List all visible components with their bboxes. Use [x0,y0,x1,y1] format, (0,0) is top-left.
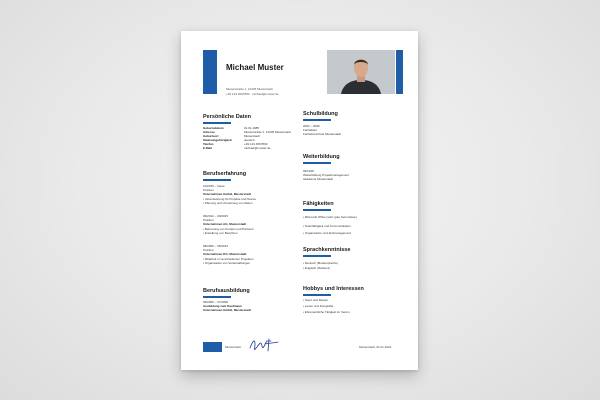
section-title-languages: Sprachkenntnisse [303,247,351,253]
section-underline [203,179,231,181]
section-title-personal: Persönliche Daten [203,114,251,120]
school-line: Fachabitur [303,128,318,132]
hobby-item: • Sport und Reisen [303,298,329,302]
section-title-school: Schulbildung [303,111,338,117]
skill-item-text: Microsoft Office (sehr gute Kenntnisse) [304,215,357,219]
job-role: Position [203,188,214,192]
personal-label: Adresse [203,130,215,134]
skill-item: • Microsoft Office (sehr gute Kenntnisse) [303,215,357,219]
section-title-vocational: Berufsausbildung [203,288,250,294]
signature-icon [247,335,281,355]
job-dates: 10/2015 – heute [203,184,225,188]
school-line: 2002 – 2006 [303,124,320,128]
person-photo-icon [327,50,395,94]
hobby-item-text: Sport und Reisen [304,298,329,302]
job-bullet-text: Planung und Umsetzung von Zielen [204,201,253,205]
job-bullet-text: Organisation von Veranstaltungen [204,261,251,265]
personal-label: Staatsangehörigkeit [203,138,232,142]
further-line: Akademie Musterstadt [303,177,333,181]
personal-label: E-Mail [203,146,212,150]
job-company: Unternehmen KG, Musterstadt [203,252,247,256]
section-underline [203,122,231,124]
job-bullet: • Betreuung von Kunden und Partnern [203,227,254,231]
hobby-item: • Ehrenamtliche Tätigkeit im Verein [303,310,350,314]
skill-item: • Organisation und Zeitmanagement [303,231,352,235]
language-item: • Englisch (fließend) [303,266,330,270]
header-accent-left [203,50,217,94]
job-bullet: • Mitarbeit in verschiedenen Projekten [203,257,254,261]
job-dates: 06/2012 – 09/2015 [203,214,229,218]
vocational-dates: 09/2006 – 07/2009 [203,300,229,304]
section-title-experience: Berufserfahrung [203,171,247,177]
further-line: 03/2018 [303,169,314,173]
vocational-role: Ausbildung zum Kaufmann [203,304,242,308]
personal-value: deutsch [244,138,255,142]
job-bullet: • Verantwortung für Projekte und Teams [203,197,256,201]
job-bullet-text: Verantwortung für Projekte und Teams [204,197,256,201]
footer-place: Musterstadt [225,345,241,349]
header-address: Musterstraße 1, 12345 Musterstadt [226,87,273,91]
school-line: Fachoberschule Musterstadt [303,132,341,136]
job-bullet: • Erstellung von Berichten [203,231,238,235]
header-accent-right [396,50,403,94]
language-item-text: Deutsch (Muttersprache) [304,261,338,265]
job-dates: 08/2009 – 05/2012 [203,244,229,248]
footer-date: Musterstadt, 01.01.2024 [359,345,392,349]
job-role: Position [203,218,214,222]
hobby-item: • Lesen und Fotografie [303,304,334,308]
job-bullet: • Planung und Umsetzung von Zielen [203,201,253,205]
section-underline [303,294,331,296]
personal-label: Telefon [203,142,214,146]
hobby-item-text: Lesen und Fotografie [304,304,334,308]
personal-value: michael@muster.de [244,146,271,150]
job-bullet-text: Betreuung von Kunden und Partnern [204,227,254,231]
job-bullet-text: Mitarbeit in verschiedenen Projekten [204,257,254,261]
skill-item: • Teamfähigkeit und Kommunikation [303,224,351,228]
job-role: Position [203,248,214,252]
section-underline [303,209,331,211]
hobby-item-text: Ehrenamtliche Tätigkeit im Verein [304,310,350,314]
skill-item-text: Organisation und Zeitmanagement [304,231,352,235]
vocational-company: Unternehmen GmbH, Musterstadt [203,308,251,312]
personal-label: Geburtsort [203,134,219,138]
section-title-skills: Fähigkeiten [303,201,334,207]
personal-label: Geburtsdatum [203,126,224,130]
job-bullet-text: Erstellung von Berichten [204,231,238,235]
personal-value: Musterstadt [244,134,260,138]
personal-value: Musterstraße 1, 12345 Musterstadt [244,130,291,134]
language-item-text: Englisch (fließend) [304,266,330,270]
header-contact: +49 123 4567890 · michael@muster.de [226,92,279,96]
job-company: Unternehmen GmbH, Musterstadt [203,192,251,196]
section-underline [303,255,331,257]
language-item: • Deutsch (Muttersprache) [303,261,338,265]
section-underline [303,162,331,164]
personal-value: 01.01.1985 [244,126,260,130]
skill-item-text: Teamfähigkeit und Kommunikation [304,224,351,228]
job-bullet: • Organisation von Veranstaltungen [203,261,251,265]
cv-page [181,31,418,370]
section-title-hobbies: Hobbys und Interessen [303,286,364,292]
further-line: Weiterbildung Projektmanagement [303,173,349,177]
section-underline [203,296,231,298]
personal-value: +49 123 4567890 [244,142,268,146]
job-company: Unternehmen AG, Musterstadt [203,222,247,226]
section-title-further: Weiterbildung [303,154,340,160]
footer-accent [203,342,222,352]
section-underline [303,119,331,121]
profile-photo [327,50,395,94]
candidate-name: Michael Muster [226,63,284,72]
